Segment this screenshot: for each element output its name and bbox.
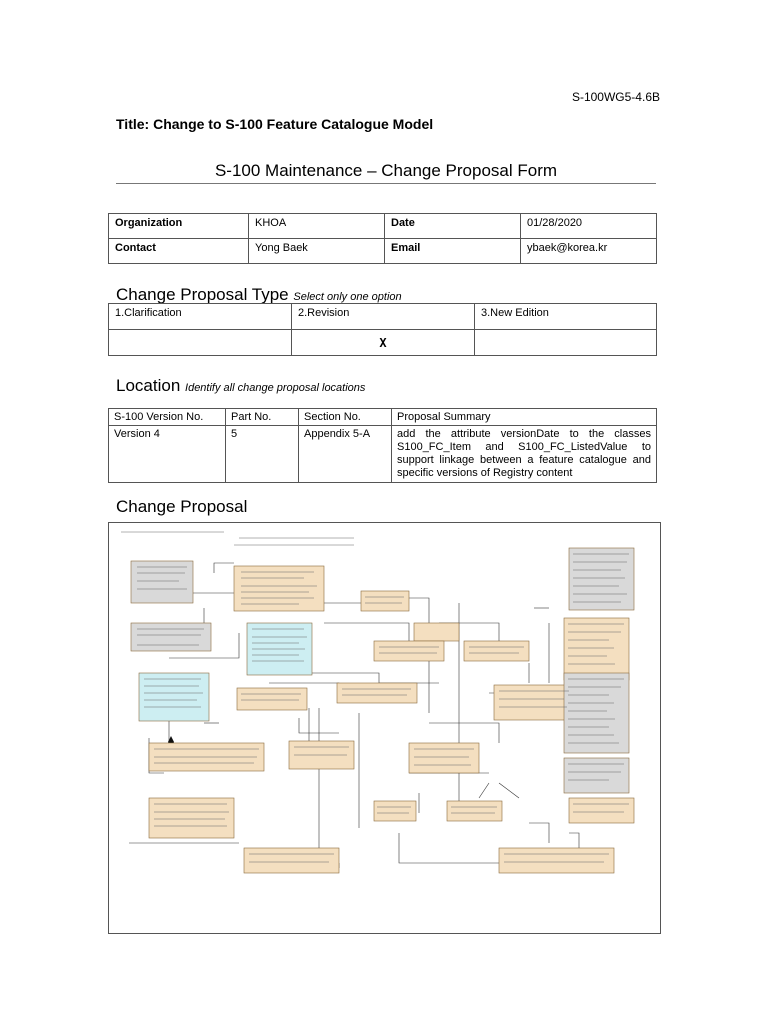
- proposal-type-title: Change Proposal Type: [116, 285, 289, 304]
- page-title: Title: Change to S-100 Feature Catalogue Model: [116, 116, 434, 132]
- form-title: S-100 Maintenance – Change Proposal Form: [214, 161, 558, 180]
- column-header: Section No.: [299, 409, 392, 426]
- contact-table: [108, 213, 657, 264]
- contact-value: Yong Baek: [249, 239, 385, 264]
- option-new-edition: 3.New Edition: [475, 304, 657, 330]
- column-header: S-100 Version No.: [109, 409, 226, 426]
- organization-value: KHOA: [249, 214, 385, 239]
- version-cell: Version 4: [109, 426, 226, 483]
- date-label: Date: [385, 214, 521, 239]
- option-revision: 2.Revision: [292, 304, 475, 330]
- mark-clarification: [109, 330, 292, 356]
- table-row: [109, 214, 657, 239]
- organization-label: Organization: [109, 214, 249, 239]
- column-header: Part No.: [226, 409, 299, 426]
- option-clarification: 1.Clarification: [109, 304, 292, 330]
- part-cell: 5: [226, 426, 299, 483]
- location-table: [108, 408, 657, 483]
- date-value: 01/28/2020: [521, 214, 657, 239]
- section-cell: Appendix 5-A: [299, 426, 392, 483]
- mark-new-edition: [475, 330, 657, 356]
- document-reference: S-100WG5-4.6B: [571, 90, 660, 104]
- location-heading: [116, 376, 365, 396]
- email-label: Email: [385, 239, 521, 264]
- proposal-type-table: [108, 303, 657, 356]
- title-divider: [116, 183, 656, 184]
- uml-diagram-graphic: [109, 523, 660, 933]
- summary-cell: add the attribute versionDate to the classes S100_FC_Item and S100_FC_ListedValue to support linkage between a feature catalogue and specific versions of Registry content: [392, 426, 657, 483]
- change-proposal-heading: Change Proposal: [116, 497, 248, 516]
- email-value: ybaek@korea.kr: [521, 239, 657, 264]
- contact-label: Contact: [109, 239, 249, 264]
- table-row: [109, 426, 657, 483]
- uml-diagram: [108, 522, 661, 934]
- proposal-type-instruction: Select only one option: [293, 291, 402, 303]
- table-row: [109, 239, 657, 264]
- proposal-type-heading: [116, 285, 402, 305]
- table-header-row: [109, 409, 657, 426]
- table-row: [109, 330, 657, 356]
- mark-revision: X: [292, 330, 475, 356]
- location-title: Location: [116, 376, 181, 395]
- table-row: [109, 304, 657, 330]
- location-instruction: Identify all change proposal locations: [185, 382, 366, 394]
- column-header: Proposal Summary: [392, 409, 657, 426]
